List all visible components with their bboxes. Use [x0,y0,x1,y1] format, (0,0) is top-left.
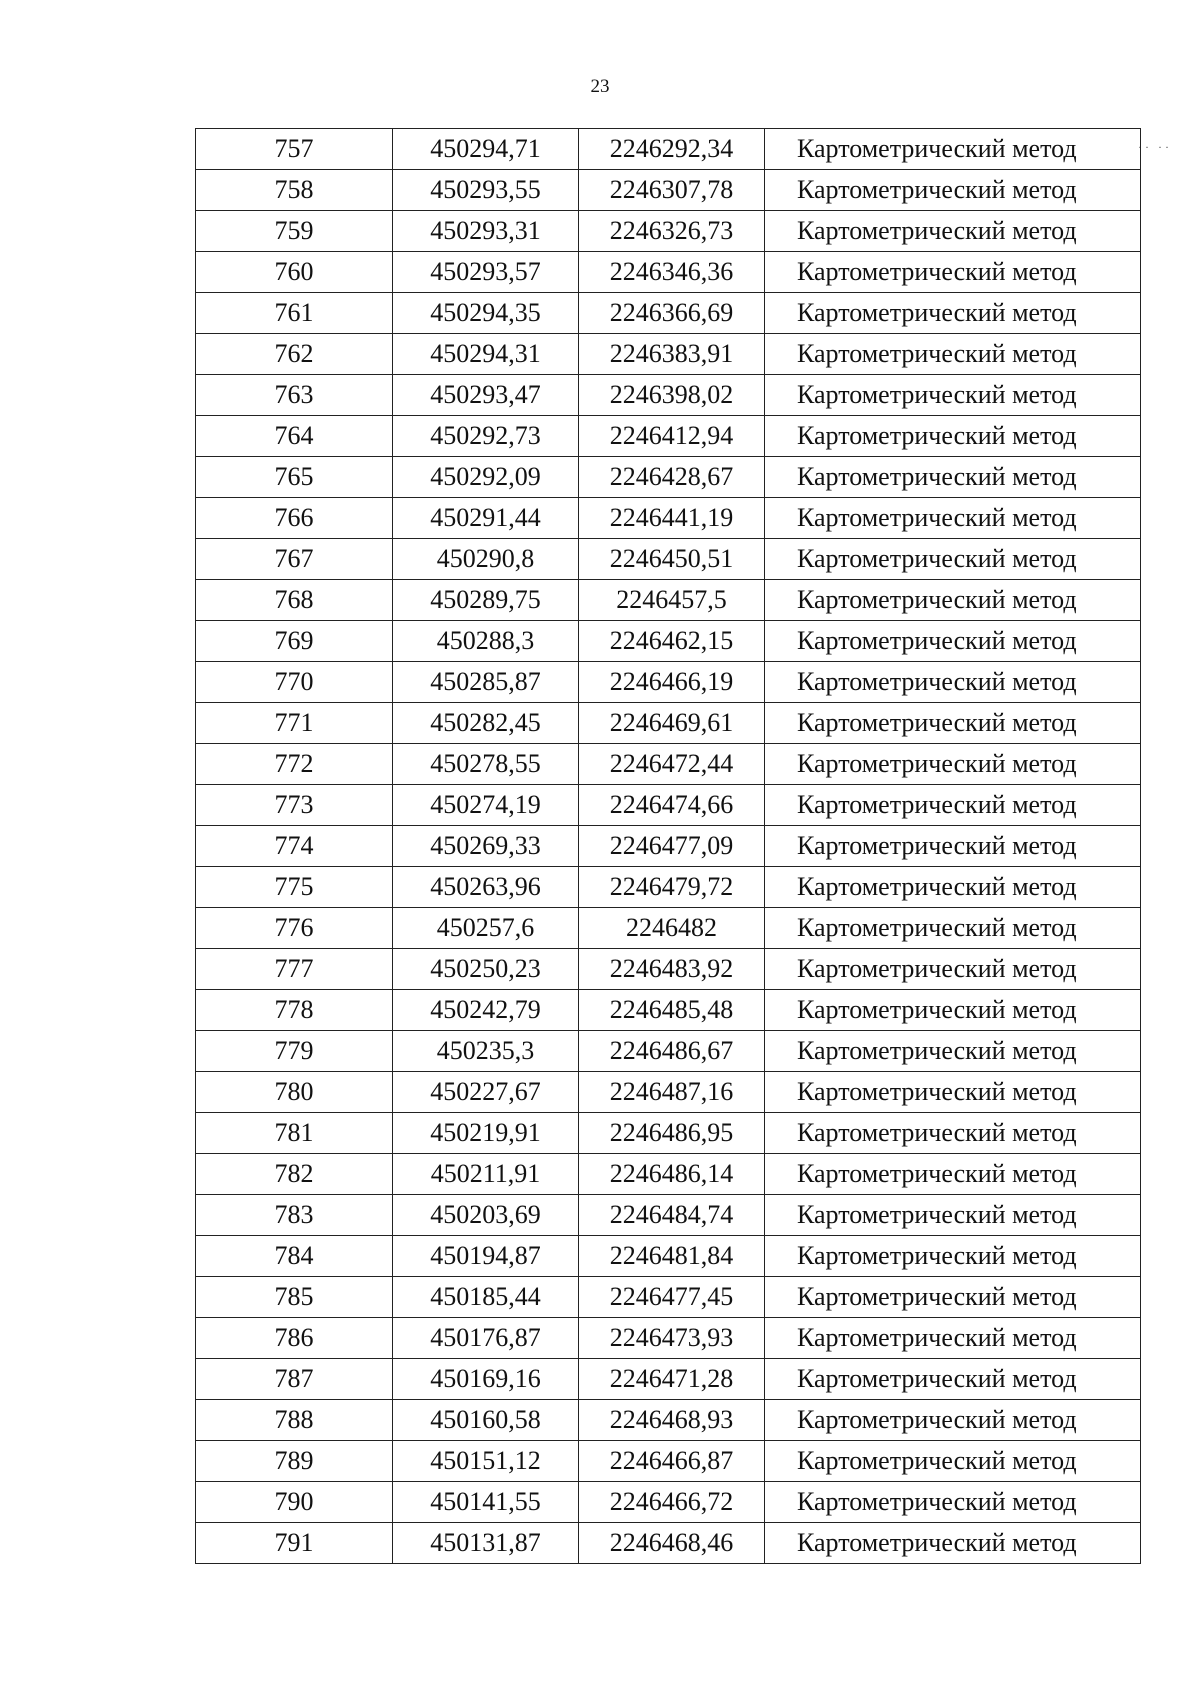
point-number-cell: 778 [196,990,393,1031]
y-coordinate-cell: 2246481,84 [579,1236,765,1277]
x-coordinate-cell: 450257,6 [393,908,579,949]
x-coordinate-cell: 450293,57 [393,252,579,293]
y-coordinate-cell: 2246292,34 [579,129,765,170]
x-coordinate-cell: 450293,31 [393,211,579,252]
point-number-cell: 786 [196,1318,393,1359]
y-coordinate-cell: 2246450,51 [579,539,765,580]
method-cell: Картометрический метод [765,744,1141,785]
y-coordinate-cell: 2246486,95 [579,1113,765,1154]
y-coordinate-cell: 2246366,69 [579,293,765,334]
table-row [196,1441,1141,1482]
coordinates-table [195,128,1141,1564]
scan-artifact-mark: ·· ·· [1138,140,1172,154]
method-cell: Картометрический метод [765,334,1141,375]
table-row [196,1031,1141,1072]
x-coordinate-cell: 450274,19 [393,785,579,826]
method-cell: Картометрический метод [765,1113,1141,1154]
y-coordinate-cell: 2246383,91 [579,334,765,375]
x-coordinate-cell: 450282,45 [393,703,579,744]
x-coordinate-cell: 450131,87 [393,1523,579,1564]
y-coordinate-cell: 2246482 [579,908,765,949]
point-number-cell: 788 [196,1400,393,1441]
method-cell: Картометрический метод [765,580,1141,621]
x-coordinate-cell: 450185,44 [393,1277,579,1318]
x-coordinate-cell: 450242,79 [393,990,579,1031]
table-row [196,1113,1141,1154]
x-coordinate-cell: 450235,3 [393,1031,579,1072]
method-cell: Картометрический метод [765,1072,1141,1113]
point-number-cell: 765 [196,457,393,498]
table-row [196,785,1141,826]
method-cell: Картометрический метод [765,621,1141,662]
point-number-cell: 766 [196,498,393,539]
method-cell: Картометрический метод [765,1400,1141,1441]
point-number-cell: 780 [196,1072,393,1113]
method-cell: Картометрический метод [765,826,1141,867]
y-coordinate-cell: 2246477,09 [579,826,765,867]
table-row [196,170,1141,211]
table-row [196,211,1141,252]
point-number-cell: 763 [196,375,393,416]
table-row [196,1523,1141,1564]
x-coordinate-cell: 450294,35 [393,293,579,334]
method-cell: Картометрический метод [765,252,1141,293]
point-number-cell: 784 [196,1236,393,1277]
y-coordinate-cell: 2246468,46 [579,1523,765,1564]
x-coordinate-cell: 450203,69 [393,1195,579,1236]
point-number-cell: 774 [196,826,393,867]
x-coordinate-cell: 450269,33 [393,826,579,867]
table-row [196,498,1141,539]
table-row [196,621,1141,662]
point-number-cell: 789 [196,1441,393,1482]
y-coordinate-cell: 2246346,36 [579,252,765,293]
point-number-cell: 777 [196,949,393,990]
y-coordinate-cell: 2246466,19 [579,662,765,703]
x-coordinate-cell: 450227,67 [393,1072,579,1113]
table-row [196,375,1141,416]
table-row [196,703,1141,744]
table-row [196,826,1141,867]
table-row [196,539,1141,580]
y-coordinate-cell: 2246466,87 [579,1441,765,1482]
point-number-cell: 783 [196,1195,393,1236]
method-cell: Картометрический метод [765,1523,1141,1564]
x-coordinate-cell: 450285,87 [393,662,579,703]
table-row [196,1359,1141,1400]
point-number-cell: 771 [196,703,393,744]
table-row [196,662,1141,703]
method-cell: Картометрический метод [765,498,1141,539]
point-number-cell: 772 [196,744,393,785]
method-cell: Картометрический метод [765,867,1141,908]
method-cell: Картометрический метод [765,1236,1141,1277]
x-coordinate-cell: 450294,71 [393,129,579,170]
method-cell: Картометрический метод [765,662,1141,703]
coordinates-table-body [196,129,1141,1564]
y-coordinate-cell: 2246479,72 [579,867,765,908]
table-row [196,1236,1141,1277]
page-number: 23 [590,76,610,97]
x-coordinate-cell: 450294,31 [393,334,579,375]
point-number-cell: 760 [196,252,393,293]
point-number-cell: 769 [196,621,393,662]
method-cell: Картометрический метод [765,416,1141,457]
method-cell: Картометрический метод [765,539,1141,580]
x-coordinate-cell: 450151,12 [393,1441,579,1482]
method-cell: Картометрический метод [765,457,1141,498]
table-row [196,1482,1141,1523]
x-coordinate-cell: 450292,09 [393,457,579,498]
y-coordinate-cell: 2246474,66 [579,785,765,826]
x-coordinate-cell: 450293,55 [393,170,579,211]
y-coordinate-cell: 2246428,67 [579,457,765,498]
y-coordinate-cell: 2246486,14 [579,1154,765,1195]
table-row [196,1277,1141,1318]
table-row [196,580,1141,621]
method-cell: Картометрический метод [765,1441,1141,1482]
table-row [196,252,1141,293]
x-coordinate-cell: 450176,87 [393,1318,579,1359]
table-row [196,1400,1141,1441]
method-cell: Картометрический метод [765,990,1141,1031]
method-cell: Картометрический метод [765,170,1141,211]
y-coordinate-cell: 2246468,93 [579,1400,765,1441]
point-number-cell: 770 [196,662,393,703]
x-coordinate-cell: 450278,55 [393,744,579,785]
y-coordinate-cell: 2246472,44 [579,744,765,785]
x-coordinate-cell: 450169,16 [393,1359,579,1400]
y-coordinate-cell: 2246457,5 [579,580,765,621]
y-coordinate-cell: 2246412,94 [579,416,765,457]
x-coordinate-cell: 450289,75 [393,580,579,621]
table-row [196,867,1141,908]
table-row [196,129,1141,170]
method-cell: Картометрический метод [765,1031,1141,1072]
table-row [196,334,1141,375]
y-coordinate-cell: 2246466,72 [579,1482,765,1523]
point-number-cell: 779 [196,1031,393,1072]
point-number-cell: 759 [196,211,393,252]
y-coordinate-cell: 2246473,93 [579,1318,765,1359]
point-number-cell: 781 [196,1113,393,1154]
point-number-cell: 776 [196,908,393,949]
y-coordinate-cell: 2246485,48 [579,990,765,1031]
point-number-cell: 787 [196,1359,393,1400]
y-coordinate-cell: 2246471,28 [579,1359,765,1400]
x-coordinate-cell: 450293,47 [393,375,579,416]
method-cell: Картометрический метод [765,1482,1141,1523]
method-cell: Картометрический метод [765,293,1141,334]
table-row [196,744,1141,785]
table-row [196,1318,1141,1359]
point-number-cell: 782 [196,1154,393,1195]
table-row [196,990,1141,1031]
method-cell: Картометрический метод [765,908,1141,949]
x-coordinate-cell: 450290,8 [393,539,579,580]
method-cell: Картометрический метод [765,949,1141,990]
table-row [196,1195,1141,1236]
point-number-cell: 767 [196,539,393,580]
x-coordinate-cell: 450141,55 [393,1482,579,1523]
x-coordinate-cell: 450194,87 [393,1236,579,1277]
method-cell: Картометрический метод [765,1277,1141,1318]
x-coordinate-cell: 450160,58 [393,1400,579,1441]
method-cell: Картометрический метод [765,1318,1141,1359]
x-coordinate-cell: 450219,91 [393,1113,579,1154]
method-cell: Картометрический метод [765,1195,1141,1236]
method-cell: Картометрический метод [765,129,1141,170]
table-row [196,1154,1141,1195]
method-cell: Картометрический метод [765,1154,1141,1195]
method-cell: Картометрический метод [765,211,1141,252]
table-row [196,908,1141,949]
y-coordinate-cell: 2246484,74 [579,1195,765,1236]
x-coordinate-cell: 450250,23 [393,949,579,990]
y-coordinate-cell: 2246326,73 [579,211,765,252]
method-cell: Картометрический метод [765,375,1141,416]
method-cell: Картометрический метод [765,703,1141,744]
point-number-cell: 773 [196,785,393,826]
point-number-cell: 757 [196,129,393,170]
method-cell: Картометрический метод [765,1359,1141,1400]
y-coordinate-cell: 2246477,45 [579,1277,765,1318]
y-coordinate-cell: 2246307,78 [579,170,765,211]
table-row [196,1072,1141,1113]
y-coordinate-cell: 2246486,67 [579,1031,765,1072]
y-coordinate-cell: 2246441,19 [579,498,765,539]
y-coordinate-cell: 2246483,92 [579,949,765,990]
x-coordinate-cell: 450288,3 [393,621,579,662]
table-row [196,949,1141,990]
point-number-cell: 768 [196,580,393,621]
y-coordinate-cell: 2246469,61 [579,703,765,744]
y-coordinate-cell: 2246487,16 [579,1072,765,1113]
table-row [196,416,1141,457]
y-coordinate-cell: 2246462,15 [579,621,765,662]
y-coordinate-cell: 2246398,02 [579,375,765,416]
point-number-cell: 775 [196,867,393,908]
point-number-cell: 791 [196,1523,393,1564]
point-number-cell: 761 [196,293,393,334]
method-cell: Картометрический метод [765,785,1141,826]
table-row [196,293,1141,334]
point-number-cell: 764 [196,416,393,457]
x-coordinate-cell: 450211,91 [393,1154,579,1195]
point-number-cell: 762 [196,334,393,375]
x-coordinate-cell: 450291,44 [393,498,579,539]
point-number-cell: 758 [196,170,393,211]
x-coordinate-cell: 450263,96 [393,867,579,908]
x-coordinate-cell: 450292,73 [393,416,579,457]
point-number-cell: 790 [196,1482,393,1523]
table-row [196,457,1141,498]
point-number-cell: 785 [196,1277,393,1318]
